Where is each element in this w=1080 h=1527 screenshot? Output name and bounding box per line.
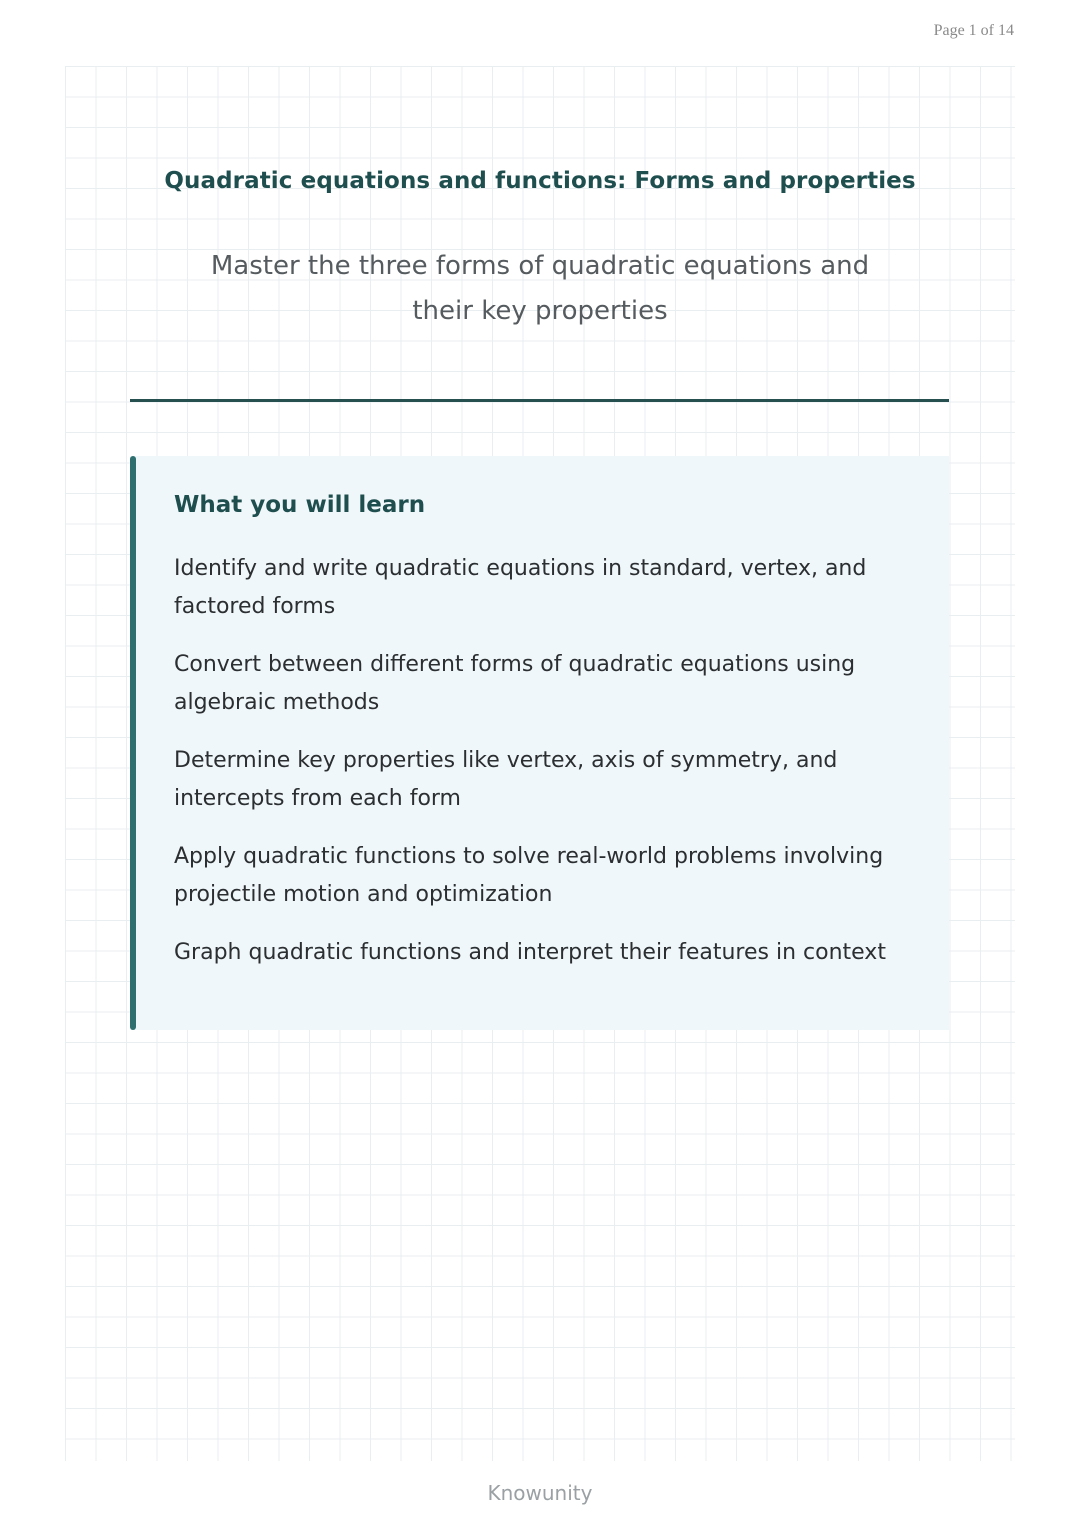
learning-objectives-box <box>130 456 949 1030</box>
section-divider <box>130 399 949 402</box>
page-indicator: Page 1 of 14 <box>933 22 1014 39</box>
list-item: Apply quadratic functions to solve real-world problems involving projectile motion and optimization <box>174 844 884 907</box>
list-item: Convert between different forms of quadratic equations using algebraic methods <box>174 652 856 715</box>
list-item: Graph quadratic functions and interpret their features in context <box>174 940 886 965</box>
learning-objectives-list <box>174 550 914 992</box>
learning-objectives-heading: What you will learn <box>174 492 426 518</box>
footer-brand: Knowunity <box>487 1481 593 1505</box>
page-subtitle: Master the three forms of quadratic equations and their key properties <box>210 251 870 326</box>
list-item: Identify and write quadratic equations in standard, vertex, and factored forms <box>174 556 867 619</box>
page-title: Quadratic equations and functions: Forms and properties <box>164 168 916 194</box>
list-item: Determine key properties like vertex, axis of symmetry, and intercepts from each form <box>174 748 838 811</box>
accent-bar <box>130 456 136 1030</box>
